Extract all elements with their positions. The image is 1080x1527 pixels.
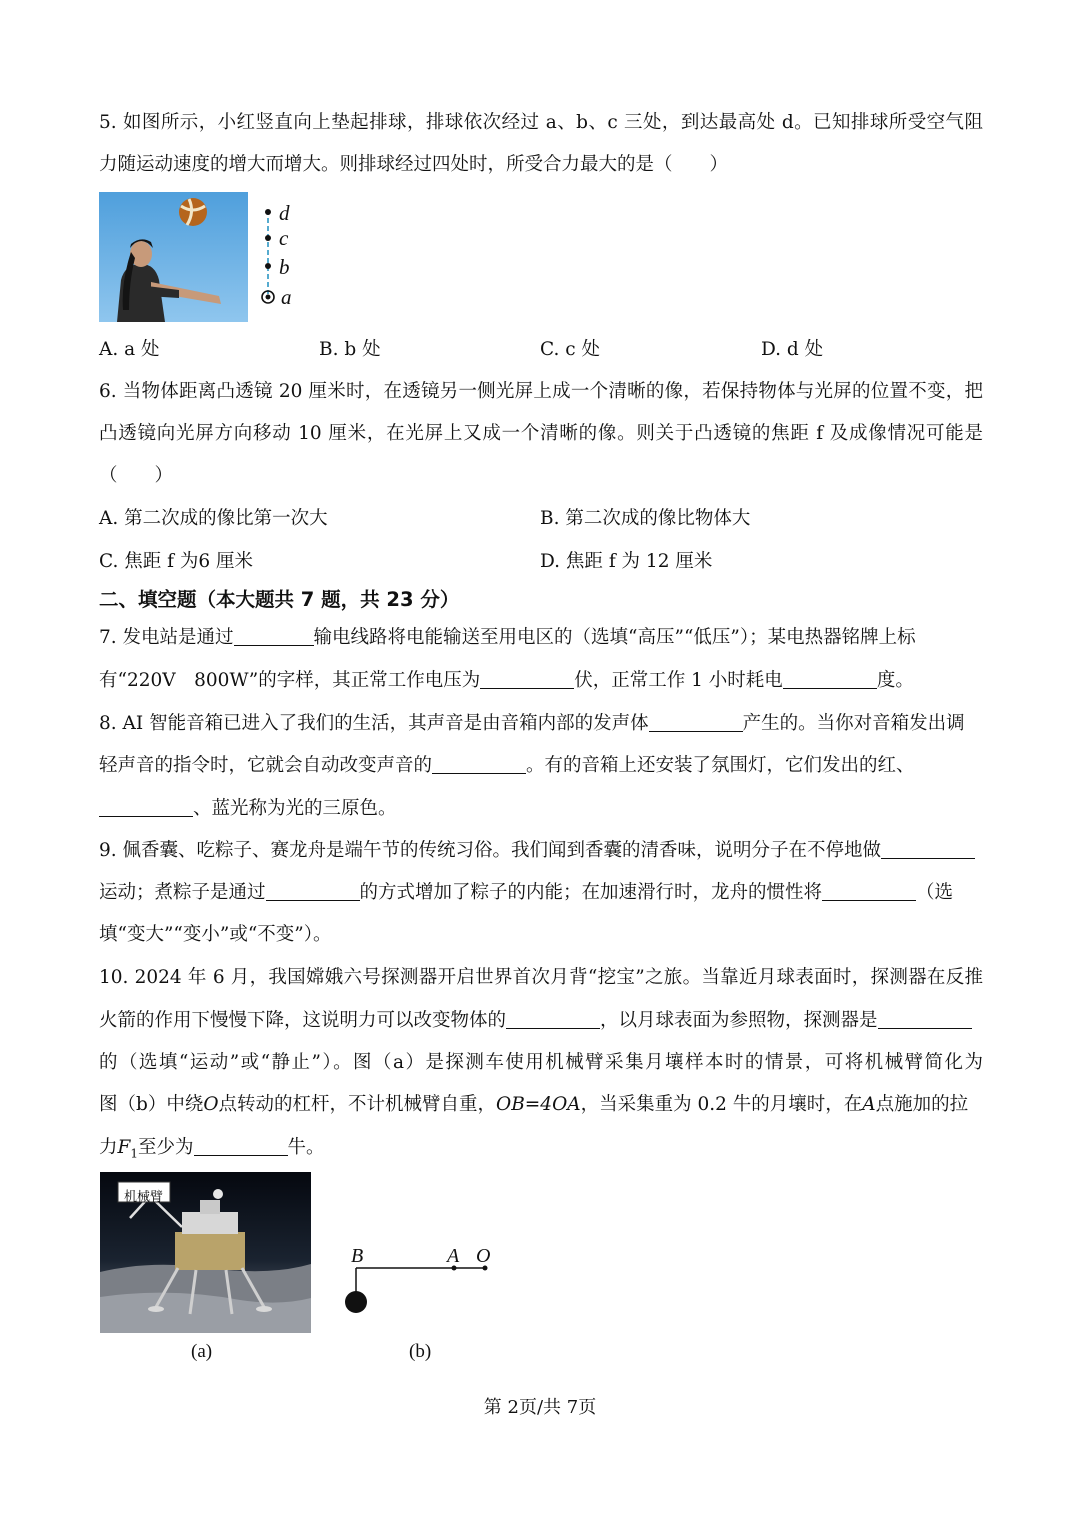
q7-text: 输电线路将电能输送至用电区的（选填“高压”“低压”）；某电热器铭牌上标 (313, 627, 916, 648)
q7-blank-3[interactable] (783, 670, 877, 689)
q10-text: ，以月球表面为参照物，探测器是 (600, 1010, 878, 1031)
q8-text: 8. AI 智能音箱已进入了我们的生活，其声音是由音箱内部的发声体 (99, 713, 649, 734)
lever-pivot-o-label: O (476, 1245, 491, 1267)
q9-blank-1[interactable] (881, 840, 975, 859)
q5-option-c[interactable]: C. c 处 (540, 339, 600, 360)
q10-line3: 的（选填“运动”或“静止”）。图（a）是探测车使用机械臂采集月壤样本时的情景，可将机械臂简化为 (99, 1052, 983, 1073)
q10-text: ，当采集重为 0.2 牛的月壤时，在 (580, 1094, 863, 1115)
q8-line2 (99, 754, 983, 778)
q9-text: 运动；煮粽子是通过 (99, 882, 266, 903)
q9-text: 的方式增加了粽子的内能；在加速滑行时，龙舟的惯性将 (359, 882, 823, 903)
q7-text: 伏，正常工作 1 小时耗电 (574, 670, 783, 691)
q7-text: 有“220V 800W”的字样，其正常工作电压为 (99, 670, 481, 691)
q10-line5 (99, 1136, 983, 1166)
q7-blank-1[interactable] (234, 627, 314, 646)
q8-line1 (99, 712, 983, 736)
section-title-fill-in: 二、填空题（本大题共 7 题，共 23 分） (99, 588, 460, 611)
q10-ratio: OB=4OA (496, 1094, 581, 1115)
point-b-label: b (279, 255, 290, 279)
q7-text: 7. 发电站是通过 (99, 627, 234, 648)
q6-text-line3: （ ） (99, 465, 174, 486)
q5-option-a[interactable]: A. a 处 (99, 339, 160, 360)
q6-text-line1: 6. 当物体距离凸透镜 20 厘米时，在透镜另一侧光屏上成一个清晰的像，若保持物体与光屏的位置不变，把 (99, 381, 983, 402)
q8-line3 (99, 797, 983, 821)
point-d-label: d (279, 201, 290, 225)
q10-text: 火箭的作用下慢慢下降，这说明力可以改变物体的 (99, 1010, 507, 1031)
q8-blank-1[interactable] (649, 713, 743, 732)
q10-var-f: F (117, 1137, 131, 1158)
q10-blank-3[interactable] (194, 1137, 288, 1156)
q10-var-f-subscript: 1 (130, 1146, 138, 1161)
q10-text: 图（b）中绕 (99, 1094, 204, 1115)
q5-text-line1: 5. 如图所示，小红竖直向上垫起排球，排球依次经过 a、b、c 三处，到达最高处 d。已知排球所受空气阻 (99, 112, 983, 133)
q6-option-d[interactable]: D. 焦距 f 为 12 厘米 (540, 551, 713, 572)
lever-point-a-label: A (447, 1245, 460, 1267)
q10-blank-1[interactable] (506, 1010, 600, 1029)
point-c-label: c (279, 226, 289, 250)
q5-option-b[interactable]: B. b 处 (319, 339, 381, 360)
q9-blank-2[interactable] (266, 882, 360, 901)
q7-blank-2[interactable] (480, 670, 574, 689)
q10-text: 点转动的杠杆，不计机械臂自重， (218, 1094, 497, 1115)
q6-text-line2: 凸透镜向光屏方向移动 10 厘米，在光屏上又成一个清晰的像。则关于凸透镜的焦距 f 及成像情况可能是 (99, 423, 983, 444)
q10-text: 点施加的拉 (875, 1094, 969, 1115)
q6-option-b[interactable]: B. 第二次成的像比物体大 (540, 508, 751, 529)
q10-var-a: A (862, 1094, 876, 1115)
q7-line1 (99, 626, 983, 650)
q9-text: （选 (916, 882, 954, 903)
q10-blank-2[interactable] (878, 1010, 972, 1029)
q9-text: 9. 佩香囊、吃粽子、赛龙舟是端午节的传统习俗。我们闻到香囊的清香味，说明分子在不停地做 (99, 840, 882, 861)
q10-text: 力 (99, 1137, 118, 1158)
q9-blank-3[interactable] (822, 882, 916, 901)
page-number-footer: 第 2页/共 7页 (483, 1397, 597, 1418)
robotic-arm-tag: 机械臂 (124, 1190, 164, 1205)
q9-line2 (99, 881, 983, 905)
q8-text: 、蓝光称为光的三原色。 (193, 798, 397, 819)
q10-line4 (99, 1093, 983, 1117)
q5-text-line2: 力随运动速度的增大而增大。则排球经过四处时，所受合力最大的是（ ） (99, 154, 729, 175)
q6-option-c[interactable]: C. 焦距 f 为6 厘米 (99, 551, 254, 572)
q10-var-o: O (203, 1094, 219, 1115)
q8-blank-2[interactable] (432, 755, 526, 774)
q9-line3: 填“变大”“变小”或“不变”）。 (99, 924, 332, 945)
figure-a-caption: (a) (191, 1341, 213, 1362)
q10-line1: 10. 2024 年 6 月，我国嫦娥六号探测器开启世界首次月背“挖宝”之旅。当靠近月球表面时，探测器在反推 (99, 967, 983, 988)
figure-b-caption: (b) (409, 1341, 432, 1362)
q10-line2 (99, 1009, 983, 1033)
volleyball-photo (99, 192, 248, 322)
q8-text: 轻声音的指令时，它就会自动改变声音的 (99, 755, 433, 776)
q10-text: 至少为 (138, 1137, 194, 1158)
q7-line2 (99, 669, 983, 693)
lever-point-b-label: B (351, 1245, 364, 1267)
q8-text: 产生的。当你对音箱发出调 (742, 713, 965, 734)
q5-option-d[interactable]: D. d 处 (761, 339, 824, 360)
q10-text: 牛。 (287, 1137, 325, 1158)
q8-blank-3[interactable] (99, 798, 193, 817)
q9-line1 (99, 839, 983, 863)
q8-text: 。有的音箱上还安装了氛围灯，它们发出的红、 (526, 755, 915, 776)
point-a-label: a (281, 285, 292, 309)
q7-text: 度。 (876, 670, 914, 691)
q6-option-a[interactable]: A. 第二次成的像比第一次大 (99, 508, 328, 529)
